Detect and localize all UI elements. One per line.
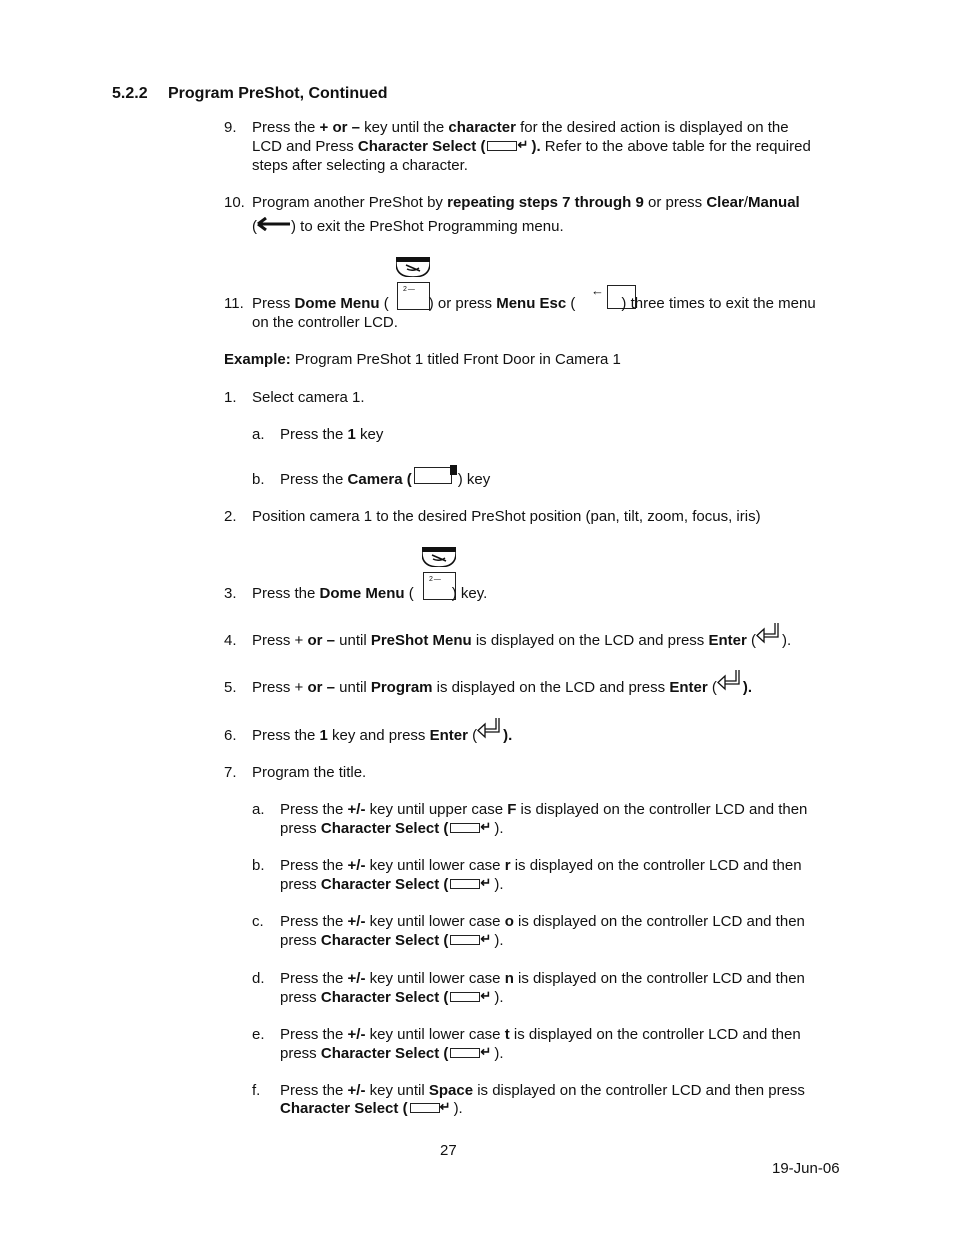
example-step-7: Program the title. (252, 764, 367, 781)
step-number: 1. (224, 389, 237, 406)
back-arrow-icon (257, 217, 291, 231)
substep-line-1: Press the +/- key until lower case o is displayed on the controller LCD and then (280, 913, 805, 930)
example-step-4: Press + or – until PreShot Menu is displayed on the LCD and press Enter ( ). (252, 632, 791, 650)
substep-f-line-1: Press the +/- key until Space is displayed on the controller LCD and then press (280, 1082, 805, 1099)
step-number: 6. (224, 727, 237, 744)
step-10-line-2: ( ) to exit the PreShot Programming menu. (252, 218, 564, 235)
substep-letter: a. (252, 426, 265, 443)
example-step-5: Press + or – until Program is displayed on the LCD and press Enter ( ). (252, 679, 752, 697)
step-number: 5. (224, 679, 237, 696)
section-title: Program PreShot, Continued (168, 85, 388, 102)
character-select-key-icon: ↵ (485, 139, 531, 153)
substep-line-2: press Character Select ( ↵ ). (280, 987, 504, 1006)
step-9-line-3: steps after selecting a character. (252, 157, 468, 174)
example-line: Example: Program PreShot 1 titled Front Door in Camera 1 (224, 351, 621, 368)
step-10-line-1: Program another PreShot by repeating steps 7 through 9 or press Clear/Manual (252, 194, 800, 211)
example-step-1a: Press the 1 key (280, 426, 384, 443)
enter-icon (756, 622, 782, 646)
substep-line-1: Press the +/- key until lower case n is displayed on the controller LCD and then (280, 970, 805, 987)
character-select-key-icon: ↵ (448, 933, 494, 947)
camera-key-icon (412, 465, 458, 485)
substep-letter: c. (252, 913, 264, 930)
step-number: 4. (224, 632, 237, 649)
step-11-line-2: on the controller LCD. (252, 314, 398, 331)
substep-letter: a. (252, 801, 265, 818)
character-select-key-icon: ↵ (448, 877, 494, 891)
substep-line-1: Press the +/- key until lower case t is displayed on the controller LCD and then (280, 1026, 801, 1043)
menu-esc-icon: ← (591, 285, 637, 311)
step-number: 3. (224, 585, 237, 602)
example-step-3: Press the Dome Menu ( ) key. (252, 585, 488, 602)
substep-line-2: press Character Select ( ↵ ). (280, 818, 504, 837)
substep-letter: b. (252, 857, 265, 874)
substep-line-2: press Character Select ( ↵ ). (280, 930, 504, 949)
substep-line-2: press Character Select ( ↵ ). (280, 874, 504, 893)
character-select-key-icon: ↵ (448, 1046, 494, 1060)
example-step-2: Position camera 1 to the desired PreShot position (pan, tilt, zoom, focus, iris) (252, 508, 761, 525)
character-select-key-icon: ↵ (448, 821, 494, 835)
footer-date: 19-Jun-06 (772, 1160, 840, 1177)
step-9-line-1: Press the + or – key until the character for the desired action is displayed on the (252, 119, 789, 136)
step-9-line-2: LCD and Press Character Select ( ↵ ). Refer to the above table for the required (252, 136, 811, 155)
step-number: 10. (224, 194, 245, 211)
example-step-6: Press the 1 key and press Enter ( ). (252, 727, 512, 745)
step-number: 2. (224, 508, 237, 525)
step-11-line-1: Press Dome Menu ( ) or press Menu Esc ( ) three times to exit the menu (252, 295, 816, 312)
enter-icon (717, 669, 743, 693)
page-number: 27 (440, 1142, 457, 1159)
example-step-1: Select camera 1. (252, 389, 365, 406)
substep-letter: e. (252, 1026, 265, 1043)
substep-f-line-2: Character Select ( ↵ ). (280, 1098, 463, 1117)
substep-line-1: Press the +/- key until upper case F is displayed on the controller LCD and then (280, 801, 808, 818)
substep-letter: f. (252, 1082, 261, 1099)
step-number: 11. (224, 295, 244, 312)
example-step-1b: Press the Camera ( ) key (280, 471, 490, 489)
substep-line-1: Press the +/- key until lower case r is displayed on the controller LCD and then (280, 857, 802, 874)
section-number: 5.2.2 (112, 85, 148, 102)
character-select-key-icon: ↵ (408, 1101, 454, 1115)
enter-icon (477, 717, 503, 741)
step-number: 7. (224, 764, 237, 781)
character-select-key-icon: ↵ (448, 990, 494, 1004)
substep-line-2: press Character Select ( ↵ ). (280, 1043, 504, 1062)
substep-letter: b. (252, 471, 265, 488)
step-number: 9. (224, 119, 237, 136)
substep-letter: d. (252, 970, 265, 987)
